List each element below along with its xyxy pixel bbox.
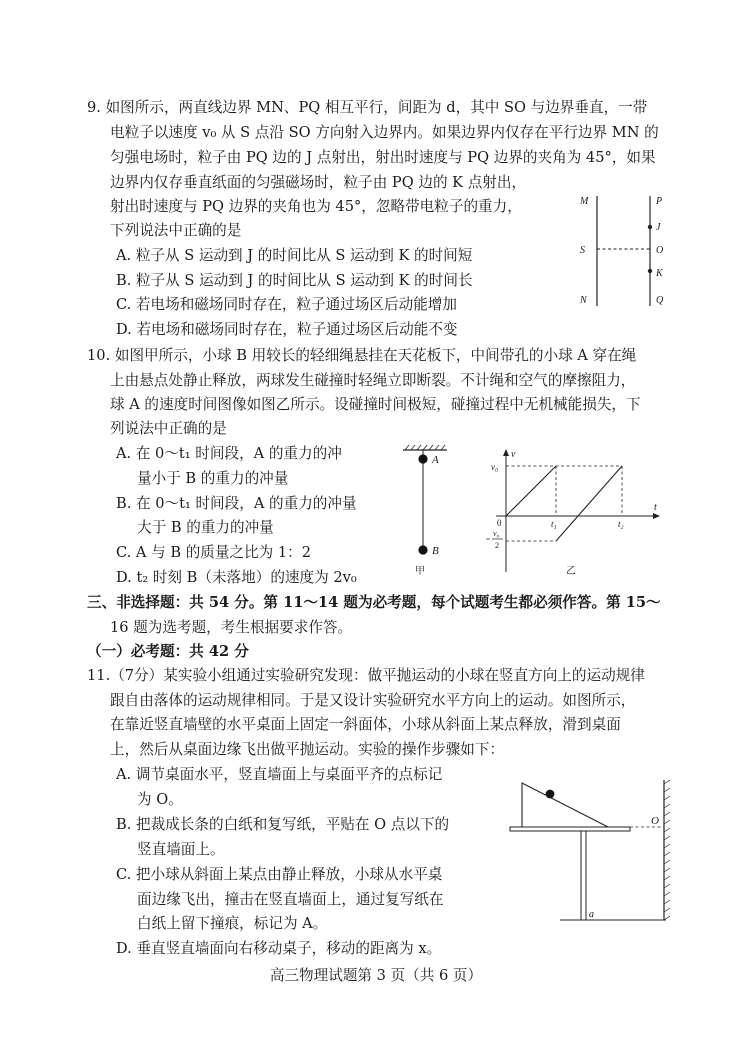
segment-after-collision	[556, 466, 622, 541]
q11-step-b-cont: 竖直墙面上。	[137, 841, 225, 858]
label-a: A	[432, 454, 439, 466]
label-v0: v₀	[491, 462, 499, 472]
q11-step-a: A. 调节桌面水平，竖直墙面上与桌面平齐的点标记	[116, 766, 443, 783]
q9-line-1: 9. 如图所示，两直线边界 MN、PQ 相互平行，间距为 d，其中 SO 与边界垂直，一带	[87, 99, 648, 116]
q11-table-wall-figure	[500, 770, 680, 926]
caption-jia: 甲	[415, 566, 425, 577]
label-j: J	[656, 222, 661, 233]
label-q: Q	[656, 295, 664, 306]
label-t: t	[654, 502, 657, 513]
caption-yi: 乙	[566, 566, 576, 577]
q11-line-1: 11.（7分）某实验小组通过实验研究发现：做平抛运动的小球在竖直方向上的运动规律	[87, 667, 645, 684]
incline-block	[522, 783, 608, 827]
q10-option-c: C. A 与 B 的质量之比为 1：2	[116, 544, 312, 561]
q10-option-d: D. t₂ 时刻 B（未落地）的速度为 2v₀	[116, 569, 357, 586]
label-n: N	[580, 295, 587, 306]
v-axis-arrow	[503, 449, 509, 456]
ball	[546, 790, 555, 799]
label-v: v	[511, 449, 516, 460]
label-t1: t₁	[551, 519, 557, 529]
q11-step-c-cont1: 面边缘飞出，撞击在竖直墙面上，通过复写纸在	[137, 891, 444, 908]
t-axis-arrow	[653, 513, 660, 519]
q9-option-b: B. 粒子从 S 运动到 J 的时间比从 S 运动到 K 的时间长	[116, 272, 473, 289]
page-footer: 高三物理试题第 3 页（共 6 页）	[269, 967, 483, 984]
q10-line-4: 列说法中正确的是	[110, 420, 227, 437]
ceiling-hatch	[405, 445, 445, 450]
q9-line-6: 下列说法中正确的是	[110, 222, 242, 239]
section3-subheading: （一）必考题：共 42 分	[87, 643, 249, 660]
q9-option-d: D. 若电场和磁场同时存在，粒子通过场区后动能不变	[116, 321, 458, 338]
q11-line-4: 上，然后从桌面边缘飞出做平抛运动。实验的操作步骤如下：	[110, 741, 505, 758]
label-p: P	[656, 196, 663, 207]
section3-heading-cont: 16 题为选考题，考生根据要求作答。	[110, 619, 353, 636]
q10-figure-yi-vt-graph	[484, 444, 666, 582]
q9-field-boundary-figure	[570, 186, 680, 314]
label-t2: t₂	[618, 519, 624, 529]
q9-line-5: 射出时速度与 PQ 边界的夹角也为 45°，忽略带电粒子的重力，	[110, 198, 522, 215]
ball-b	[418, 545, 427, 554]
label-s: S	[580, 245, 585, 256]
label-k: K	[656, 268, 663, 279]
q11-step-c: C. 把小球从斜面上某点由静止释放，小球从水平桌	[116, 866, 443, 883]
q11-line-3: 在靠近竖直墙壁的水平桌面上固定一斜面体，小球从斜面上某点释放，滑到桌面	[110, 716, 621, 733]
q10-line-2: 上由悬点处静止释放，两球发生碰撞时轻绳立即断裂。不计绳和空气的摩擦阻力，	[110, 372, 636, 389]
q10-option-a-cont: 量小于 B 的重力的冲量	[137, 470, 289, 487]
label-m: M	[580, 196, 589, 207]
label-o: O	[651, 815, 659, 827]
segment-before-collision	[506, 466, 556, 516]
q10-line-1: 10. 如图甲所示，小球 B 用较长的轻细绳悬挂在天花板下，中间带孔的小球 A 穿在绳	[87, 347, 637, 364]
q11-step-c-cont2: 白纸上留下撞痕，标记为 A。	[137, 915, 328, 932]
q11-step-d: D. 垂直竖直墙面向右移动桌子，移动的距离为 x。	[116, 940, 442, 957]
q9-line-2: 电粒子以速度 v₀ 从 S 点沿 SO 方向射入边界内。如果边界内仅存在平行边界 MN 的	[110, 124, 659, 141]
label-v0-half-num: v₀	[493, 529, 500, 538]
q11-step-b: B. 把裁成长条的白纸和复写纸，平贴在 O 点以下的	[116, 816, 450, 833]
q10-line-3: 球 A 的速度时间图像如图乙所示。设碰撞时间极短，碰撞过程中无机械能损失，下	[110, 396, 641, 413]
point-k	[648, 269, 652, 273]
q10-figure-jia	[395, 442, 455, 582]
q11-step-a-cont: 为 O。	[137, 791, 183, 808]
q9-option-c: C. 若电场和磁场同时存在，粒子通过场区后动能增加	[116, 296, 457, 313]
label-a-point: a	[589, 909, 594, 920]
q10-option-a: A. 在 0～t₁ 时间段，A 的重力的冲	[116, 445, 342, 462]
wall-hatch	[664, 780, 670, 920]
label-v0-half-den: 2	[495, 541, 499, 550]
section3-heading: 三、非选择题：共 54 分。第 11～14 题为必考题，每个试题考生都必须作答。第 15～	[87, 594, 661, 611]
table-top	[510, 827, 630, 831]
q10-option-b: B. 在 0～t₁ 时间段，A 的重力的冲量	[116, 495, 357, 512]
label-b: B	[432, 545, 439, 557]
label-o: O	[656, 245, 664, 256]
point-j	[648, 225, 652, 229]
q9-line-4: 边界内仅存垂直纸面的匀强磁场时，粒子由 PQ 边的 K 点射出，	[110, 174, 527, 191]
label-origin: 0	[497, 518, 502, 528]
ball-a	[418, 454, 427, 463]
q9-option-a: A. 粒子从 S 运动到 J 的时间比从 S 运动到 K 的时间短	[116, 247, 473, 264]
q10-option-b-cont: 大于 B 的重力的冲量	[137, 519, 274, 536]
q9-line-3: 匀强电场时，粒子由 PQ 边的 J 点射出，射出时速度与 PQ 边界的夹角为 45°，如果	[110, 149, 656, 166]
q11-line-2: 跟自由落体的运动规律相同。于是又设计实验研究水平方向上的运动。如图所示，	[110, 692, 636, 709]
